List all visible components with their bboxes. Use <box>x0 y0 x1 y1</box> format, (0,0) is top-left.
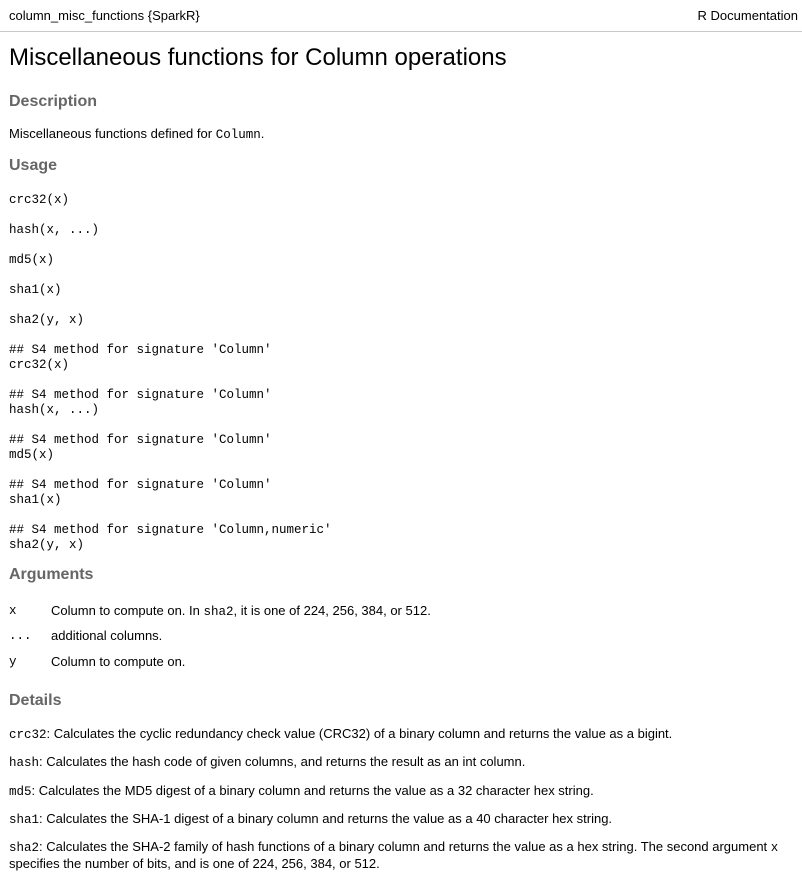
details-item <box>9 811 794 828</box>
details-text: : Calculates the hash code of given columns, and returns the result as an int column. <box>39 754 526 769</box>
usage-comment: ## S4 method for signature 'Column,numeric' <box>9 523 332 537</box>
usage-line: md5(x) <box>9 448 55 462</box>
details-code: hash <box>9 756 40 770</box>
usage-line: crc32(x) <box>9 193 70 207</box>
details-code: sha2 <box>9 841 40 855</box>
usage-comment: ## S4 method for signature 'Column' <box>9 478 272 492</box>
details-item <box>9 726 794 743</box>
details-code: crc32 <box>9 728 47 742</box>
details-item <box>9 839 794 872</box>
description-heading: Description <box>9 93 98 110</box>
usage-comment: ## S4 method for signature 'Column' <box>9 433 272 447</box>
description-text <box>9 126 794 143</box>
description-text-after: . <box>260 126 265 141</box>
page-title: Miscellaneous functions for Column operations <box>9 44 507 71</box>
topic-label: column_misc_functions {SparkR} <box>9 8 200 23</box>
usage-heading: Usage <box>9 157 58 174</box>
details-text: specifies the number of bits, and is one of 224, 256, 384, or 512. <box>9 856 380 871</box>
argument-desc-text-after: , it is one of 224, 256, 384, or 512. <box>233 603 431 618</box>
details-code: x <box>770 841 779 855</box>
details-item <box>9 754 794 771</box>
argument-name: ... <box>9 629 32 643</box>
description-code: Column <box>215 128 261 142</box>
details-text: : Calculates the MD5 digest of a binary column and returns the value as a 32 character hex string. <box>31 783 594 798</box>
usage-line: sha2(y, x) <box>9 538 85 552</box>
details-code: md5 <box>9 785 32 799</box>
argument-desc-text: Column to compute on. In <box>51 603 204 618</box>
argument-description: Column to compute on. <box>51 654 186 669</box>
details-text: : Calculates the cyclic redundancy check value (CRC32) of a binary column and returns the value as a bigint. <box>46 726 673 741</box>
usage-line: crc32(x) <box>9 358 70 372</box>
usage-comment: ## S4 method for signature 'Column' <box>9 343 272 357</box>
details-code: sha1 <box>9 813 40 827</box>
argument-desc-code: sha2 <box>203 605 234 619</box>
header-divider <box>0 31 802 32</box>
argument-description <box>51 603 431 619</box>
doc-label: R Documentation <box>697 8 798 23</box>
usage-comment: ## S4 method for signature 'Column' <box>9 388 272 402</box>
details-text: : Calculates the SHA-1 digest of a binary column and returns the value as a 40 character hex string. <box>39 811 613 826</box>
usage-line: sha2(y, x) <box>9 313 85 327</box>
usage-line: sha1(x) <box>9 493 62 507</box>
usage-line: md5(x) <box>9 253 55 267</box>
details-heading: Details <box>9 692 62 709</box>
usage-line: hash(x, ...) <box>9 223 100 237</box>
description-text-before: Miscellaneous functions defined for <box>9 126 216 141</box>
usage-line: sha1(x) <box>9 283 62 297</box>
page-header <box>9 8 798 26</box>
details-item <box>9 783 794 800</box>
argument-name: y <box>9 655 17 669</box>
argument-name: x <box>9 604 17 618</box>
usage-line: hash(x, ...) <box>9 403 100 417</box>
argument-description: additional columns. <box>51 628 163 643</box>
arguments-heading: Arguments <box>9 566 94 583</box>
details-text: : Calculates the SHA-2 family of hash functions of a binary column and returns the value as a hex string. The second argument <box>39 839 771 854</box>
